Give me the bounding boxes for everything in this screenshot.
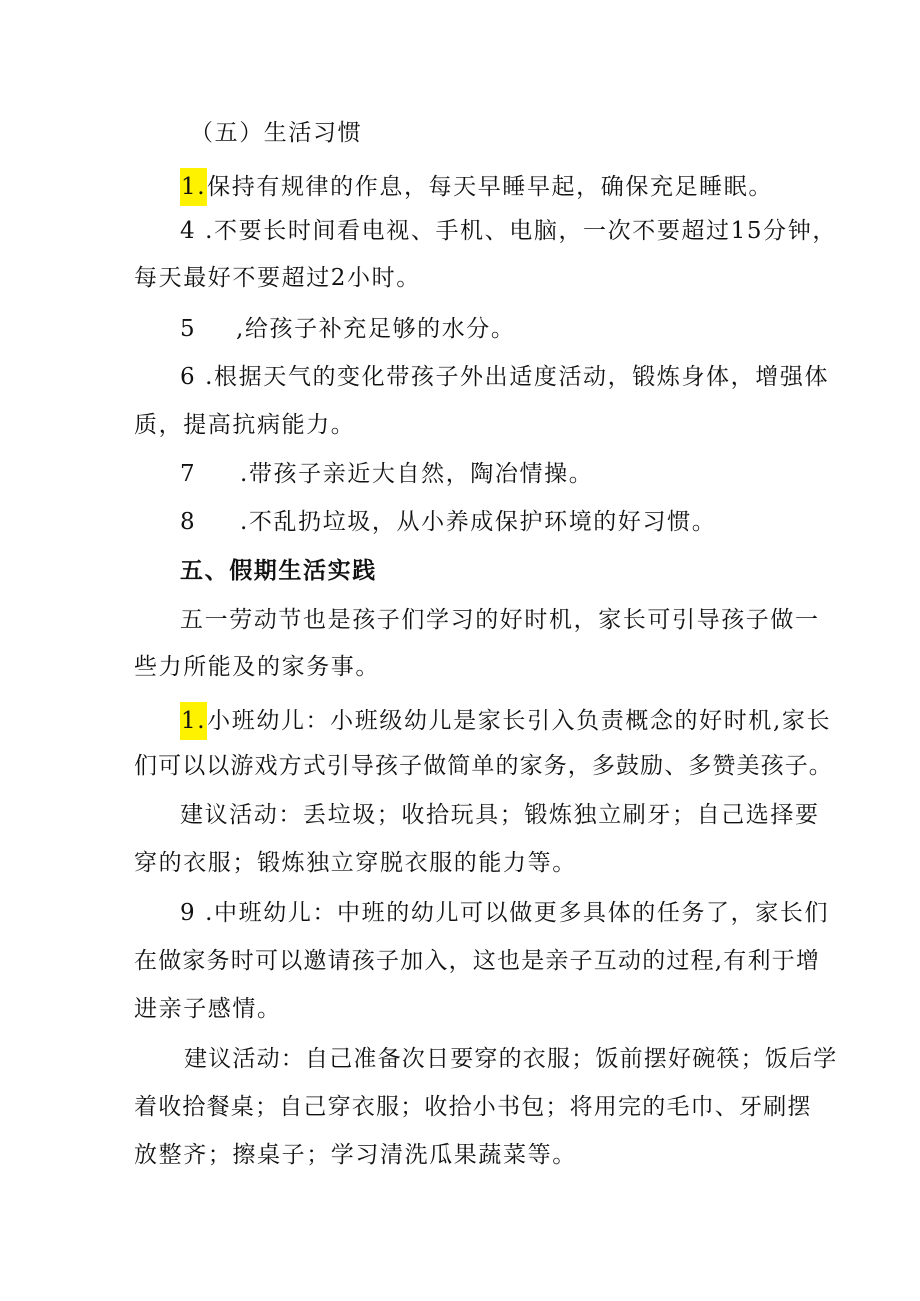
list-item-number: 7 — [180, 461, 197, 487]
intro-line2: 些力所能及的家务事。 — [134, 654, 380, 680]
list-item-activity-line2: 质，提高抗病能力。 — [134, 412, 356, 438]
middle-class-line2: 在做家务时可以邀请孩子加入，这也是亲子互动的过程,有利于增 — [134, 948, 821, 974]
middle-activities-line3: 放整齐；擦桌子；学习清洗瓜果蔬菜等。 — [134, 1142, 577, 1168]
list-item-text: 保持有规律的作息，每天早睡早起，确保充足睡眠。 — [207, 174, 773, 200]
list-item-screen-time-line2: 每天最好不要超过2小时。 — [134, 265, 421, 291]
small-class-line2: 们可以以游戏方式引导孩子做简单的家务，多鼓励、多赞美孩子。 — [134, 753, 833, 779]
list-item-number: 5 — [180, 316, 197, 342]
middle-class-line1: 9 .中班幼儿：中班的幼儿可以做更多具体的任务了，家长们 — [180, 900, 830, 926]
list-item-text: ,给孩子补充足够的水分。 — [236, 316, 516, 342]
list-item-environment — [180, 507, 716, 537]
middle-class-line3: 进亲子感情。 — [134, 996, 282, 1022]
intro-line1: 五一劳动节也是孩子们学习的好时机，家长可引导孩子做一 — [180, 607, 820, 633]
list-item-number: 8 — [180, 509, 197, 535]
middle-activities-line1: 建议活动：自己准备次日要穿的衣服；饭前摆好碗筷；饭后学 — [184, 1046, 838, 1072]
small-activities-line2: 穿的衣服；锻炼独立穿脱衣服的能力等。 — [134, 850, 577, 876]
section-heading-practice: 五、假期生活实践 — [180, 558, 377, 584]
list-item-sleep — [180, 168, 773, 206]
list-item-activity-line1: 6 .根据天气的变化带孩子外出适度活动，锻炼身体，增强体 — [180, 364, 830, 390]
highlight-marker: 1. — [180, 168, 207, 206]
list-item-nature — [180, 459, 593, 489]
list-item-text: .带孩子亲近大自然，陶冶情操。 — [240, 461, 594, 487]
list-item-screen-time-line1: 4 .不要长时间看电视、手机、电脑，一次不要超过15分钟， — [180, 218, 837, 244]
list-item-water — [180, 314, 516, 344]
small-class-text: 小班幼儿：小班级幼儿是家长引入负责概念的好时机,家长 — [207, 708, 832, 734]
section-heading-life-habits: （五）生活习惯 — [190, 120, 363, 146]
small-class-line1 — [180, 702, 831, 740]
small-activities-line1: 建议活动：丢垃圾；收拾玩具；锻炼独立刷牙；自己选择要 — [180, 802, 820, 828]
middle-activities-line2: 着收拾餐桌；自己穿衣服；收拾小书包；将用完的毛巾、牙刷摆 — [134, 1094, 812, 1120]
highlight-marker: 1. — [180, 702, 207, 740]
list-item-text: .不乱扔垃圾，从小养成保护环境的好习惯。 — [240, 509, 717, 535]
